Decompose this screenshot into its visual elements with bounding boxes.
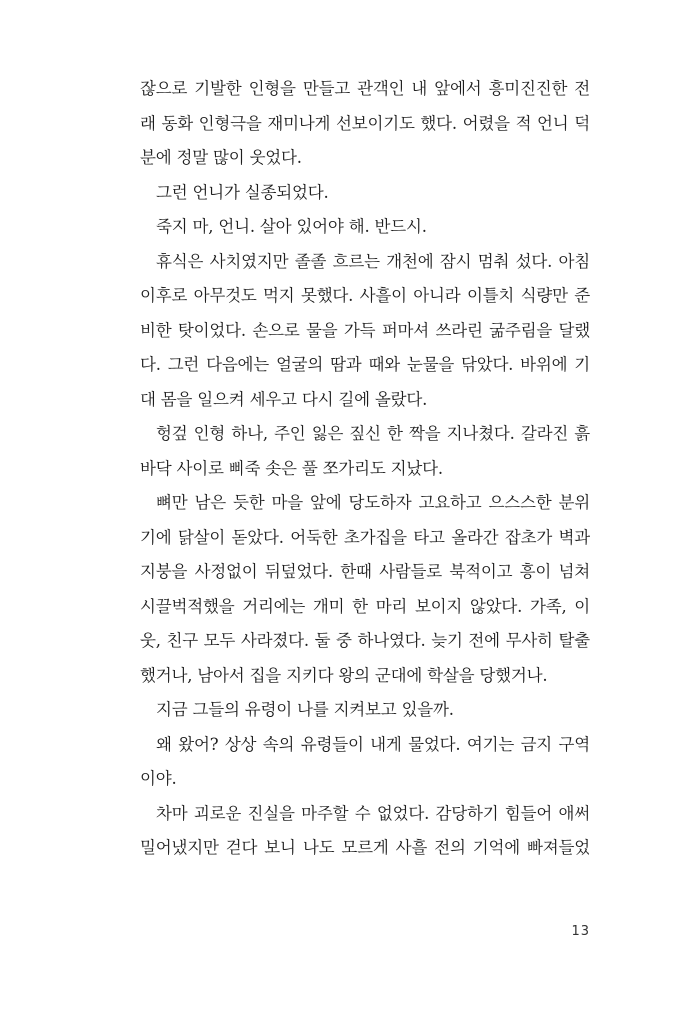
text-line: 비한 탓이었다. 손으로 물을 가득 퍼마셔 쓰라린 굶주림을 달랬 <box>140 320 590 340</box>
text-line: 이후로 아무것도 먹지 못했다. 사흘이 아니라 이틀치 식량만 준 <box>140 286 590 305</box>
text-line: 왜 왔어? 상상 속의 유령들이 내게 물었다. 여기는 금지 구역 <box>156 734 590 754</box>
text-line: 차마 괴로운 진실을 마주할 수 없었다. 감당하기 힘들어 애써 <box>156 803 590 823</box>
text-line: 시끌벅적했을 거리에는 개미 한 마리 보이지 않았다. 가족, 이 <box>140 596 590 616</box>
text-line: 지붕을 사정없이 뒤덮었다. 한때 사람들로 북적이고 흥이 넘쳐 <box>140 562 590 581</box>
text-line: 뼈만 남은 듯한 마을 앞에 당도하자 고요하고 으스스한 분위 <box>156 493 590 512</box>
text-line: 잖으로 기발한 인형을 만들고 관객인 내 앞에서 흥미진진한 전 <box>140 79 590 98</box>
text-line: 웃, 친구 모두 사라졌다. 둘 중 하나였다. 늦기 전에 무사히 탈출 <box>140 631 590 650</box>
text-line: 기에 닭살이 돋았다. 어둑한 초가집을 타고 올라간 잡초가 벽과 <box>140 527 590 547</box>
body-text <box>140 72 590 866</box>
text-line: 지금 그들의 유령이 나를 지켜보고 있을까. <box>156 700 454 719</box>
text-line: 래 동화 인형극을 재미나게 선보이기도 했다. 어렸을 적 언니 덕 <box>140 113 590 133</box>
text-line: 이야. <box>140 769 177 788</box>
text-line: 휴식은 사치였지만 졸졸 흐르는 개천에 잠시 멈춰 섰다. 아침 <box>156 251 590 271</box>
page-number: 13 <box>571 924 590 939</box>
text-line: 분에 정말 많이 웃었다. <box>140 148 302 167</box>
text-line: 죽지 마, 언니. 살아 있어야 해. 반드시. <box>156 217 427 236</box>
text-line: 밀어냈지만 걷다 보니 나도 모르게 사흘 전의 기억에 빠져들었 <box>140 838 590 857</box>
text-line: 그런 언니가 실종되었다. <box>156 182 329 202</box>
text-line: 대 몸을 일으켜 세우고 다시 길에 올랐다. <box>140 389 428 409</box>
text-line: 헝겊 인형 하나, 주인 잃은 짚신 한 짝을 지나쳤다. 갈라진 흙 <box>156 424 590 443</box>
text-line: 다. 그런 다음에는 얼굴의 땀과 때와 눈물을 닦았다. 바위에 기 <box>140 355 590 374</box>
text-line: 했거나, 남아서 집을 지키다 왕의 군대에 학살을 당했거나. <box>140 665 548 685</box>
text-line: 바닥 사이로 삐죽 솟은 풀 쪼가리도 지났다. <box>140 458 443 478</box>
